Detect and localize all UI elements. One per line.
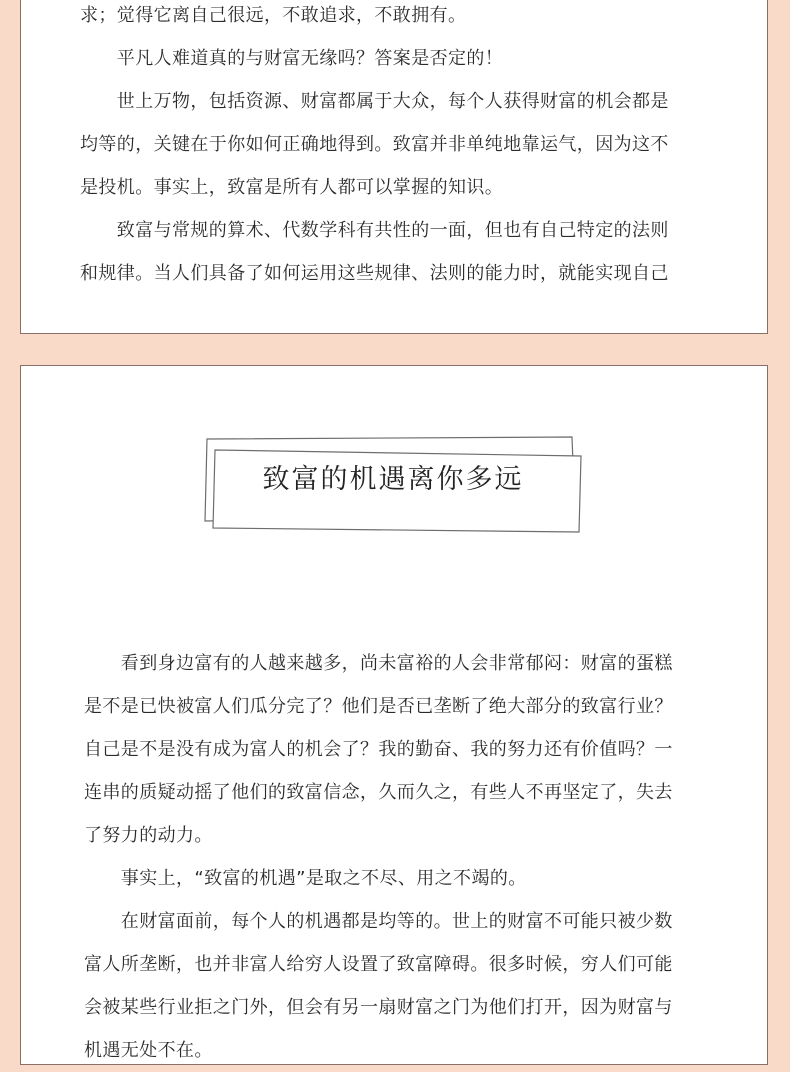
text-line: 和规律。当人们具备了如何运用这些规律、法则的能力时，就能实现自己 xyxy=(80,263,669,284)
text-line: 世上万物，包括资源、财富都属于大众，每个人获得财富的机会都是 xyxy=(80,91,669,112)
section-heading-frame xyxy=(21,366,769,566)
text-line: 自己是不是没有成为富人的机会了？我的勤奋、我的努力还有价值吗？一 xyxy=(84,739,673,760)
text-line: 会被某些行业拒之门外，但会有另一扇财富之门为他们打开，因为财富与 xyxy=(84,997,673,1018)
text-line: 事实上，“致富的机遇”是取之不尽、用之不竭的。 xyxy=(84,868,527,889)
text-card-bottom xyxy=(20,365,768,1065)
text-line: 了努力的动力。 xyxy=(84,825,213,846)
paragraph-block-bottom xyxy=(84,642,673,1072)
text-line: 均等的，关键在于你如何正确地得到。致富并非单纯地靠运气，因为这不 xyxy=(80,134,669,155)
text-line: 看到身边富有的人越来越多，尚未富裕的人会非常郁闷：财富的蛋糕 xyxy=(84,653,673,674)
text-line: 致富与常规的算术、代数学科有共性的一面，但也有自己特定的法则 xyxy=(80,220,669,241)
paragraph-block-top xyxy=(80,0,669,295)
text-line: 平凡人难道真的与财富无缘吗？答案是否定的！ xyxy=(80,48,504,69)
text-line: 是不是已快被富人们瓜分完了？他们是否已垄断了绝大部分的致富行业？ xyxy=(84,696,673,717)
text-line: 机遇无处不在。 xyxy=(84,1040,213,1061)
text-line: 求；觉得它离自己很远，不敢追求，不敢拥有。 xyxy=(80,5,467,26)
text-line: 在财富面前，每个人的机遇都是均等的。世上的财富不可能只被少数 xyxy=(84,911,673,932)
text-line: 富人所垄断，也并非富人给穷人设置了致富障碍。很多时候，穷人们可能 xyxy=(84,954,673,975)
text-line: 是投机。事实上，致富是所有人都可以掌握的知识。 xyxy=(80,177,504,198)
text-card-top xyxy=(20,0,768,334)
section-title: 致富的机遇离你多远 xyxy=(262,464,524,495)
text-line: 连串的质疑动摇了他们的致富信念，久而久之，有些人不再坚定了，失去 xyxy=(84,782,673,803)
